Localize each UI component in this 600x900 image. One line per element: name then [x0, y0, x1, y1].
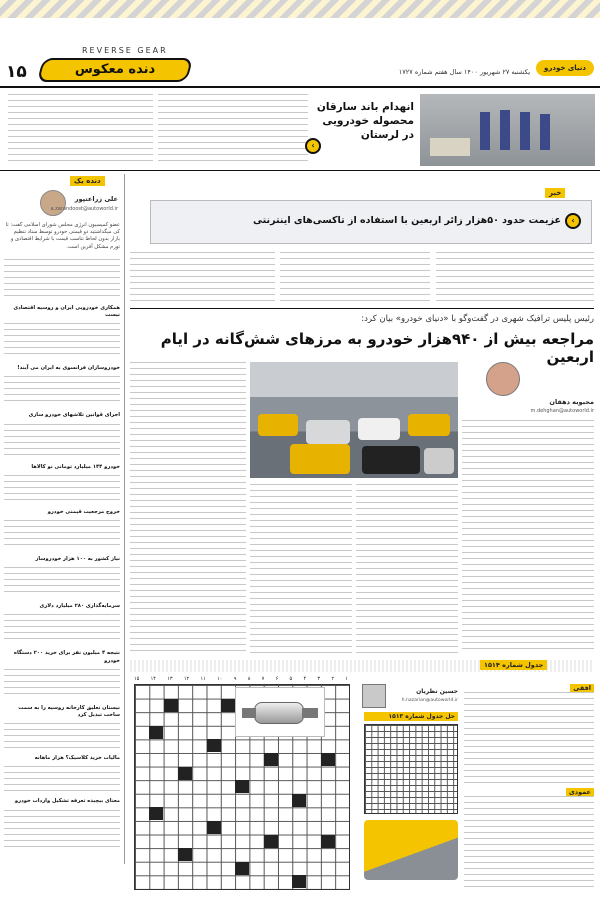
- masthead-line: یکشنبه ۲۷ شهریور ۱۴۰۰ سال هفتم شماره ۱۷۲۷: [398, 68, 530, 76]
- divider: [0, 170, 600, 171]
- clues-panel: [464, 684, 594, 890]
- solution-title: حل جدول شماره ۱۵۱۳: [364, 712, 458, 721]
- list-item: نیاز کشور به ۱۰۰ هزار خودروساز: [35, 556, 120, 563]
- section-logo: [37, 58, 193, 82]
- car-photo: [250, 362, 458, 478]
- section-title: دنده معکوس: [74, 62, 156, 77]
- list-item: نتیجه ۴ میلیون نفر برای خرید ۲۰۰ دستگاه خودرو: [13, 650, 120, 664]
- list-item: عضو کمیسیون انرژی مجلس شورای اسلامی گفت: تا کی میگذاشتید دو قیمتی خودرو توسط ستاد تنظیم بازار بدون لحاظ تناسب قیمت با شرایط اقتصادی و تورم مشکل آفرین است.: [5, 222, 120, 250]
- page-number: ۱۵: [6, 62, 27, 82]
- horizontal-label: افقی: [570, 684, 594, 692]
- column-tag: دنده یک: [70, 176, 105, 186]
- top-text-col-1: [8, 94, 153, 164]
- list-item: سرمایه‌گذاری ۲۸۰ میلیارد دلاری: [39, 603, 120, 610]
- news-box: [150, 200, 592, 244]
- list-item: همکاری خودرویی ایران و روسیه اقتصادی نیست: [13, 304, 120, 319]
- top-story-headline: انهدام باند سارقان محصوله خودرویی در لرستان: [316, 101, 414, 141]
- list-item: اجرای قوانین تلاشهای خودرو سازی: [28, 412, 120, 419]
- column-items: [4, 222, 120, 862]
- divider: [130, 308, 594, 309]
- car-part-illustration: [235, 687, 325, 737]
- avatar: [486, 362, 520, 396]
- list-item: معنای بیچیده تعرفه تشکیل واردات خودرو: [14, 798, 120, 805]
- main-text-col-1: [130, 362, 246, 654]
- crossword-title: جدول شماره ۱۵۱۴: [480, 660, 547, 670]
- top-story-photo: [420, 94, 595, 166]
- list-item: خودروسازان فرانسوی به ایران می آیند!: [17, 365, 120, 372]
- list-item: خروج مرجعیت قیمتی خودرو: [47, 508, 120, 515]
- news-tag: خبر: [545, 188, 565, 198]
- list-item: نیستان تعلیق کارخانه روسیه را به سمت ساخت تبدیل کرد: [18, 704, 120, 719]
- vertical-label: عمودی: [566, 788, 594, 796]
- avatar: [362, 684, 386, 708]
- list-item: خودرو ۱۴۴ میلیارد تومانی نو کالاها: [31, 463, 120, 470]
- top-text-col-2: [158, 94, 308, 164]
- column-divider: [124, 174, 125, 864]
- main-text-col-2: [250, 484, 352, 654]
- solution-panel: [354, 684, 460, 890]
- header-stripe: [0, 0, 600, 18]
- main-text-col-3: [356, 484, 458, 654]
- brand-logo: دنیای خودرو: [536, 60, 594, 76]
- news-text-col-2: [280, 252, 430, 302]
- main-text-col-4: [462, 420, 594, 654]
- crossword-author-email: h.nazarian@autoworld.ir: [401, 698, 458, 703]
- news-text-col-3: [436, 252, 594, 302]
- main-author: محبوبه دهقان: [549, 398, 594, 406]
- crossword-author: حسین نظریان: [416, 688, 458, 695]
- main-kicker: رئیس پلیس ترافیک شهری در گفت‌وگو با «دنیای خودرو» بیان کرد:: [361, 314, 594, 324]
- arrow-left-icon: ‹: [305, 138, 321, 154]
- crossword-col-numbers: ۱۵ ۱۴ ۱۳ ۱۲ ۱۱ ۱۰ ۹ ۸ ۷ ۶ ۵ ۴ ۳ ۲ ۱: [134, 676, 348, 682]
- solution-grid: [364, 724, 458, 814]
- main-author-email: m.dehghan@autoworld.ir: [530, 408, 594, 414]
- list-item: مالیات خرید کلاسیک؟ هزار ماهانه: [34, 755, 120, 762]
- news-text-col-1: [130, 252, 275, 302]
- arrow-left-icon: ‹: [565, 213, 581, 229]
- column-email: a.zarandoost@autoworld.ir: [50, 206, 118, 212]
- car-photo: [364, 820, 458, 880]
- main-headline: مراجعه بیش از ۹۴۰هزار خودرو به مرزهای شش‌گانه در ایام اربعین: [160, 330, 594, 366]
- crossword-grid[interactable]: [134, 684, 350, 890]
- column-author: علی زراعتپور: [74, 195, 118, 203]
- section-title-en: REVERSE GEAR: [82, 46, 168, 55]
- news-headline: عزیمت حدود ۵۰هزار زائر اربعین با استفاده از تاکسی‌های اینترنتی: [253, 215, 561, 226]
- avatar: [40, 190, 66, 216]
- header-rule: [0, 86, 600, 88]
